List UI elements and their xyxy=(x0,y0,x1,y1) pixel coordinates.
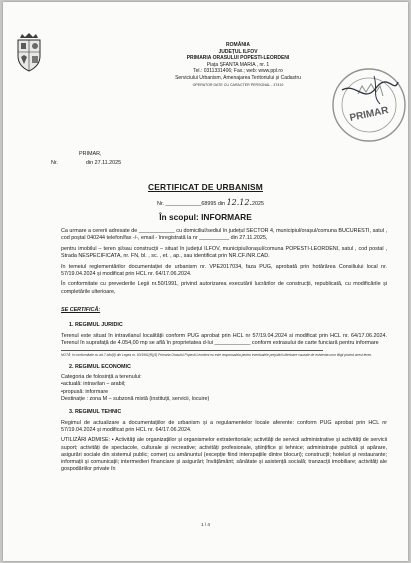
coat-of-arms-icon xyxy=(13,32,45,72)
certificate-handwritten-date: 12.12. xyxy=(226,198,253,207)
se-certifica-heading: SE CERTIFICĂ: xyxy=(61,306,101,313)
regim-juridic-heading: 1. REGIMUL JURIDIC xyxy=(69,322,123,329)
economic-line-3: •propusă: informare xyxy=(61,388,109,395)
meta-primar: PRIMAR, xyxy=(79,151,102,157)
intro-paragraph-4: În conformitate cu prevederile Legii nr.50/1991, privind autorizarea executării lucrărilor de construcții, republicată, cu modificările și completările ulterioare, xyxy=(61,281,387,295)
regim-tehnic-text-1: Regimul de actualizare a documentațiilor de urbanism și a regulamentelor locale aferente: conform PUG aprobat prin HCL nr 57/19.04.2024 și modificat prin HCL nr. 64/17.06.2024. xyxy=(61,419,387,433)
meta-block xyxy=(51,150,121,168)
header-department: Serviciului Urbanism, Amenajarea Teritoriului și Cadastru xyxy=(175,74,301,81)
header-institution: PRIMARIA ORASULUI POPESTI-LEORDENI xyxy=(186,55,290,62)
certificate-number: Nr. ____________68995 din 12.12.2025 xyxy=(157,198,265,207)
header-country: ROMÂNIA xyxy=(226,42,250,48)
economic-line-4: Destinație : zona M – subzonă mixtă (instituții, servicii, locuire) xyxy=(61,395,210,402)
header-operator-note: OPERATOR DATE CU CARACTER PERSONAL - 37419 xyxy=(192,82,284,87)
regim-juridic-text: Terenul este situat în intravilanul localității conform PUG aprobat prin HCL nr 57/19.04.2024 si modificat prin HCL nr. 64/17.06.2024. Terenul în suprafață de 4.054,00 mp se află în proprietatea d-lui ____________ conform extrasului de carte funciară pentru informare xyxy=(61,332,387,346)
certificate-nr-prefix: Nr. xyxy=(157,201,164,207)
regim-economic-heading: 2. REGIMUL ECONOMIC xyxy=(69,363,131,370)
header-county: JUDEȚUL ILFOV xyxy=(218,48,258,55)
header-address: Piața ȘFANTA MARIA , nr. 1 xyxy=(206,61,270,68)
intro-paragraph-3: în temeiul reglementărilor documentației de urbanism nr. VPE2017034, faza PUG, aprobată prin hotărârea Consiliului local nr. 57/19.04.2024 și modificat prin HCL nr. 64/17.06.2024. xyxy=(61,263,387,277)
certificate-body xyxy=(61,228,387,477)
certificate-title: CERTIFICAT DE URBANISM xyxy=(148,182,263,192)
economic-line-1: Categoria de folosință a terenului: xyxy=(61,374,142,381)
intro-paragraph-2: pentru imobilul – teren și/sau construcții – situat în județul ILFOV, municipiul/orașul/comuna POPESTI-LEORDENI, satul , cod postal , Strada NESPECIFICATA, nr. FN, bl. , sc. , et. , ap., sau identificat prin NR.CF./NR.CAD. xyxy=(61,245,387,260)
intro-paragraph-1: Ca urmare a cererii adresate de ____________ cu domiciliul/sediul în județul SECTOR 4, municipiul/orașul/comuna BUCURESTI, satul , cod poștal 040244 telefon/fax -/-, email - înregistrată la nr __________ din 27.11.2025, xyxy=(61,228,387,242)
certificate-nr-value: 68995 din xyxy=(201,201,226,207)
meta-nr-label: Nr. xyxy=(51,160,58,166)
regim-juridic-note: NOTĂ: In conformitate cu art.7 alin(8) din Legea nr. 50/1991(R)(5) Primaria Orasului Popesti Leordeni nu este responsabila pentru eventualele prejudicii ulterioare cauzate de existenta unor litigii privind acest teren. xyxy=(61,353,373,358)
page-number: 1 / 4 xyxy=(201,522,210,527)
official-stamp xyxy=(328,64,408,146)
certificate-nr-year: 2025 xyxy=(252,201,265,207)
economic-line-2: •actuală: intravilan – arabil; xyxy=(61,381,126,388)
certificate-purpose: În scopul: INFORMARE xyxy=(159,212,252,222)
header-contact: Tel.: 0311331406; Fax.; web: www.ppl.ro xyxy=(193,68,283,75)
document-page xyxy=(3,2,408,561)
regim-tehnic-text-2: UTILIZĂRI ADMISE: • Activități ale organizațiilor și organismelor extrateritoriale; activități de servicii administrative și activități de servicii suport; activități de spectacole, culturale și recreative; activități profesionale, științifice și tehnice; administrație publică și apărare, asigurări sociale din sistemul public; comerț cu amănuntul (excepție fiind interspațiile dintre blocuri); construcții; hoteluri și restaurante; informații și comunicații; intermedieri financiare și asigurări; învățământ; sănătate și asistență socială; tranzacții imobiliare; activități ale gospodăriilor private în xyxy=(61,437,387,473)
meta-date: din 27.11.2025 xyxy=(85,160,122,166)
institution-header xyxy=(153,42,323,88)
divider xyxy=(61,350,323,351)
stamp-label: PRIMAR xyxy=(348,105,390,124)
regim-tehnic-heading: 3. REGIMUL TEHNIC xyxy=(69,409,122,416)
